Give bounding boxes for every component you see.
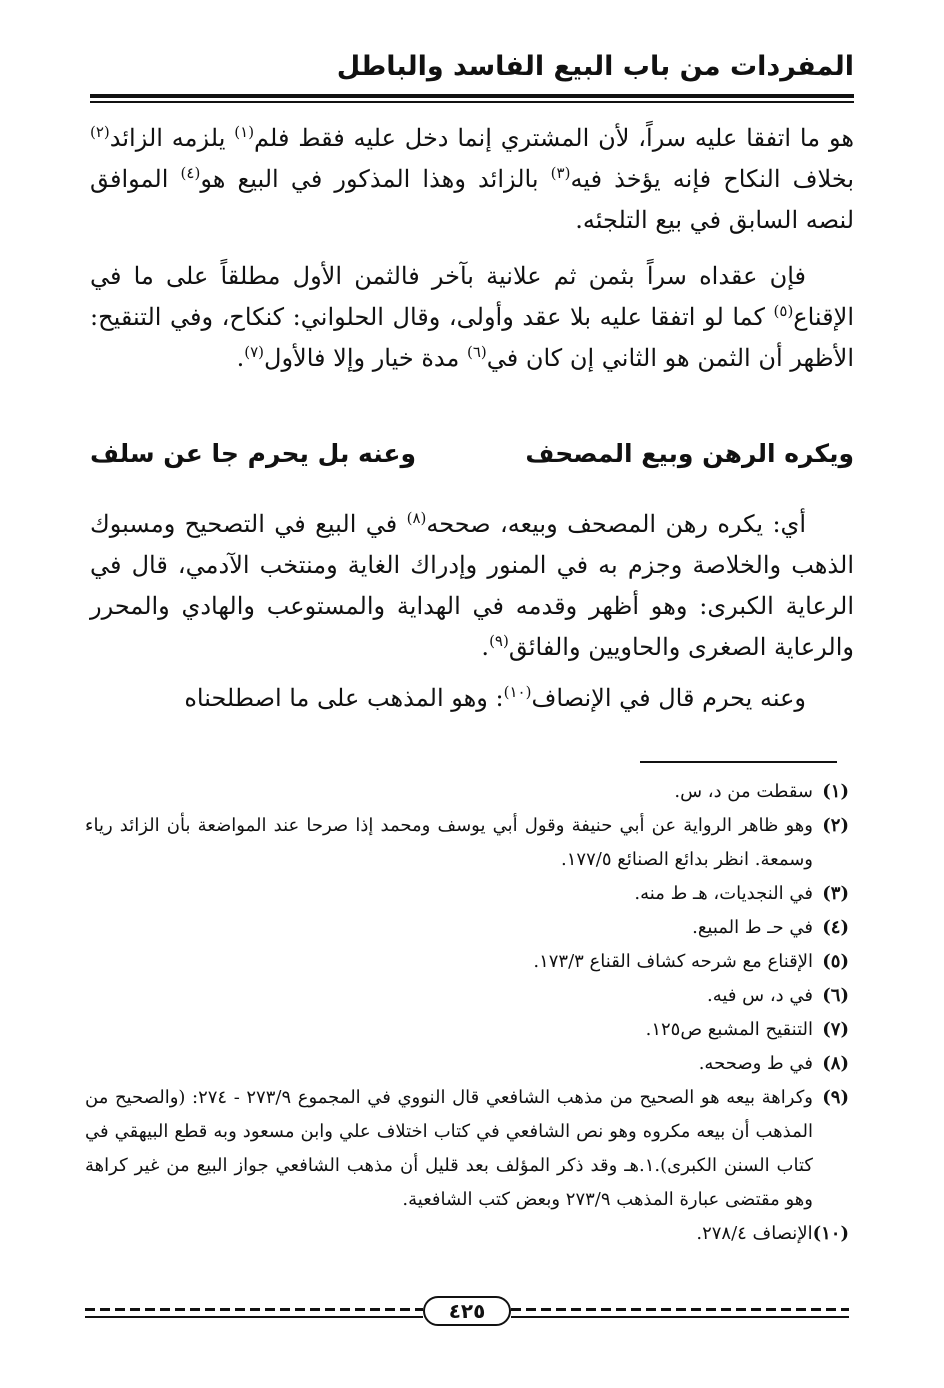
- header-rule-thin: [90, 101, 854, 103]
- footer-dashed-rule: [511, 1308, 849, 1311]
- footnote-number: (٩): [822, 1087, 849, 1108]
- footnote-ref-2[interactable]: (٢): [90, 123, 110, 141]
- footnote-number: (٣): [822, 883, 849, 904]
- footnote-text: الإنصاف ٢٧٨/٤.: [696, 1223, 813, 1244]
- footnote-3: [85, 877, 849, 911]
- footnote-text: في حـ ط المبيع.: [692, 917, 813, 938]
- verse-second-hemistich: وعنه بل يحرم جا عن سلف: [90, 439, 417, 468]
- footnote-text: في د، س فيه.: [707, 985, 813, 1006]
- paragraph-text: : وهو المذهب على ما اصطلحناه: [184, 684, 504, 712]
- footnote-separator: [640, 761, 837, 763]
- page-footer: [85, 1296, 849, 1332]
- footnote-6: [85, 979, 849, 1013]
- footnote-text: وكراهة بيعه هو الصحيح من مذهب الشافعي قال النووي في المجموع ٢٧٣/٩ - ٢٧٤: (والصحيح من المذهب أن بيعه مكروه وهو نص الشافعي في كتاب اختلاف علي وابن مسعود وبه قطع البيهقي في كتاب السنن الكبرى).١.هـ وقد ذكر المؤلف بعد قليل أن مذهب الشافعي جواز البيع من غير كراهة وهو مقتضى عبارة المذهب ٢٧٣/٩ وبعض كتب الشافعية.: [85, 1087, 813, 1210]
- footnote-9: [85, 1081, 849, 1217]
- footnote-text: في النجديات، هـ ط منه.: [634, 883, 813, 904]
- footnote-8: [85, 1047, 849, 1081]
- footnote-number: (٧): [822, 1019, 849, 1040]
- paragraph-text: الموافق لنصه السابق في بيع التلجئه.: [90, 165, 854, 234]
- footnote-7: [85, 1013, 849, 1047]
- footnote-ref-9[interactable]: (٩): [489, 632, 509, 650]
- footnote-text: وهو ظاهر الرواية عن أبي حنيفة وقول أبي يوسف ومحمد إذا صرحا عند المواضعة بأن الزائد رياء وسمعة. انظر بدائع الصنائع ١٧٧/٥.: [85, 815, 813, 870]
- paragraph-text: وعنه يحرم قال في الإنصاف: [531, 684, 806, 712]
- running-header-title: المفردات من باب البيع الفاسد والباطل: [336, 51, 854, 82]
- footnote-ref-7[interactable]: (٧): [244, 343, 265, 361]
- footnote-number: (٦): [822, 985, 849, 1006]
- footer-dashed-rule: [85, 1308, 423, 1311]
- footnote-number: (١٠): [812, 1223, 849, 1244]
- footnote-number: (١): [822, 781, 849, 802]
- footer-rule: [511, 1316, 849, 1318]
- paragraph-text: كما لو اتفقا عليه بلا عقد وأولى، وقال الحلواني: كنكاح، وفي التنقيح: الأظهر أن الثمن هو الثاني إن كان في: [90, 303, 854, 372]
- paragraph-text: أي: يكره رهن المصحف وبيعه، صححه: [426, 510, 807, 538]
- footnote-5: [85, 945, 849, 979]
- footnote-2: [85, 809, 849, 877]
- verse-first-hemistich: ويكره الرهن وبيع المصحف: [525, 439, 854, 468]
- footnote-text: سقطت من د، س.: [674, 781, 813, 802]
- footnote-ref-1[interactable]: (١): [234, 123, 255, 141]
- footnote-ref-8[interactable]: (٨): [406, 509, 427, 527]
- footnote-text: الإقناع مع شرحه كشاف القناع ١٧٣/٣.: [533, 951, 813, 972]
- footnote-1: [85, 775, 849, 809]
- paragraph-text: في البيع في التصحيح ومسبوك الذهب والخلاصة وجزم به في المنور وإدراك الغاية ومنتخب الآدمي، قال في الرعاية الكبرى: وهو أظهر وقدمه في الهداية والمستوعب والهادي والمحرر والرعاية الصغرى والحاويين والفائق: [90, 510, 854, 661]
- header-rule: [90, 94, 854, 98]
- footnote-ref-6[interactable]: (٦): [466, 343, 487, 361]
- footer-rule: [85, 1316, 423, 1318]
- footnote-number: (٤): [822, 917, 849, 938]
- paragraph-4: [90, 678, 854, 719]
- paragraph-text: بالزائد وهذا المذكور في البيع هو: [200, 165, 551, 193]
- footnote-number: (٢): [822, 815, 849, 836]
- paragraph-text: فإن عقداه سراً بثمن ثم علانية بآخر فالثمن الأول مطلقاً على ما في الإقناع: [90, 262, 854, 331]
- footnote-ref-3[interactable]: (٣): [550, 164, 571, 182]
- footnote-text: التنقيح المشبع ص١٢٥.: [645, 1019, 813, 1040]
- footnote-ref-4[interactable]: (٤): [180, 164, 201, 182]
- poem-verse: [90, 432, 854, 476]
- paragraph-text: هو ما اتفقا عليه سراً، لأن المشتري إنما دخل عليه فقط فلم: [254, 124, 855, 152]
- paragraph-text: يلزمه الزائد: [109, 124, 235, 152]
- footnote-ref-5[interactable]: (٥): [773, 302, 794, 320]
- paragraph-text: مدة خيار وإلا فالأول: [264, 344, 467, 372]
- footnote-4: [85, 911, 849, 945]
- paragraph-text: بخلاف النكاح فإنه يؤخذ فيه: [570, 165, 855, 193]
- footnote-ref-10[interactable]: (١٠): [503, 683, 532, 701]
- paragraph-1: [90, 118, 854, 241]
- page-number: ٤٢٥: [423, 1296, 511, 1326]
- footnote-number: (٨): [822, 1053, 849, 1074]
- paragraph-2: [90, 256, 854, 379]
- footnote-number: (٥): [822, 951, 849, 972]
- footnote-text: في ط وصححه.: [698, 1053, 813, 1074]
- footnote-10: [85, 1217, 849, 1251]
- footnotes: [85, 775, 849, 1251]
- paragraph-3: [90, 504, 854, 668]
- paragraph-text: .: [236, 344, 245, 372]
- paragraph-text: .: [481, 633, 490, 661]
